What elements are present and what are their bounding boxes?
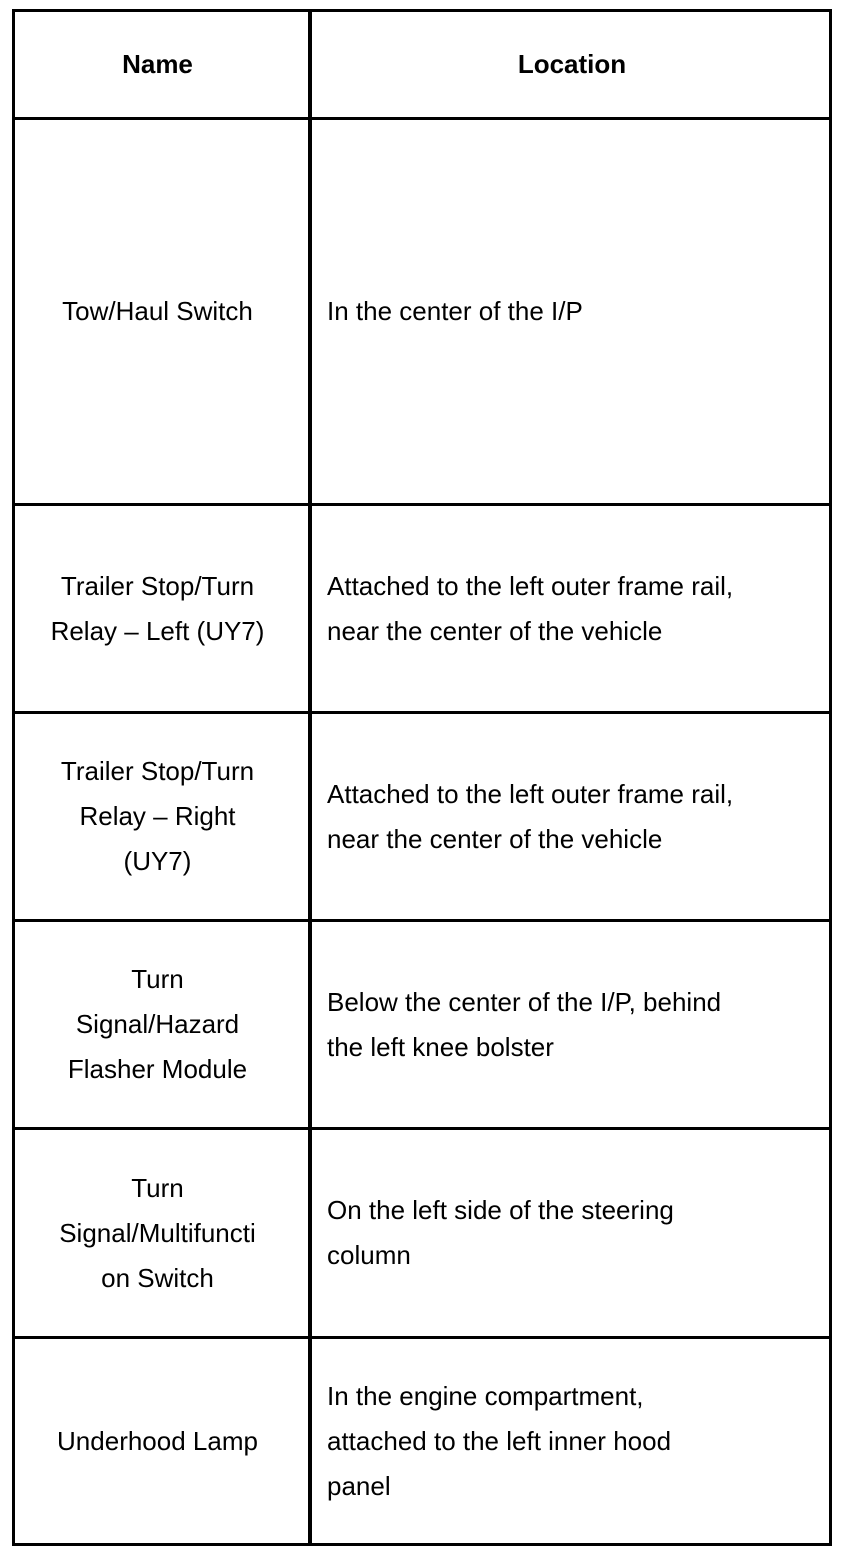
row-name: Turn Signal/Hazard Flasher Module [67,964,248,1084]
header-name-cell [15,12,308,117]
header-location-cell [312,12,832,117]
table-row-location-cell [327,714,807,919]
header-name: Name [122,49,193,79]
row-location: In the center of the I/P [327,296,583,326]
table-row-location-cell [327,1130,807,1336]
table-row-name-cell [15,1130,308,1336]
column-divider [308,9,312,1546]
header-location: Location [517,49,627,79]
row-location: In the engine compartment, attached to the left inner hood panel [327,1380,672,1501]
row-name: Tow/Haul Switch [62,296,253,326]
row-name: Trailer Stop/Turn Relay – Left (UY7) [50,570,265,646]
table-row-name-cell [15,714,308,919]
table-row-location-cell [327,1339,807,1543]
row-location: Attached to the left outer frame rail, near the center of the vehicle [327,778,734,854]
table-row-name-cell [15,506,308,711]
row-location: On the left side of the steering column [327,1195,674,1270]
table-row-name-cell [15,120,308,503]
table-row-name-cell [15,922,308,1127]
table-row-name-cell [15,1339,308,1543]
row-name: Underhood Lamp [57,1425,258,1456]
table-row-location-cell [327,120,807,503]
row-name: Turn Signal/Multifuncti on Switch [59,1172,256,1293]
row-name: Trailer Stop/Turn Relay – Right (UY7) [60,756,255,876]
row-location: Below the center of the I/P, behind the left knee bolster [327,986,722,1062]
row-location: Attached to the left outer frame rail, near the center of the vehicle [327,570,734,646]
table-row-location-cell [327,922,807,1127]
table-row-location-cell [327,506,807,711]
